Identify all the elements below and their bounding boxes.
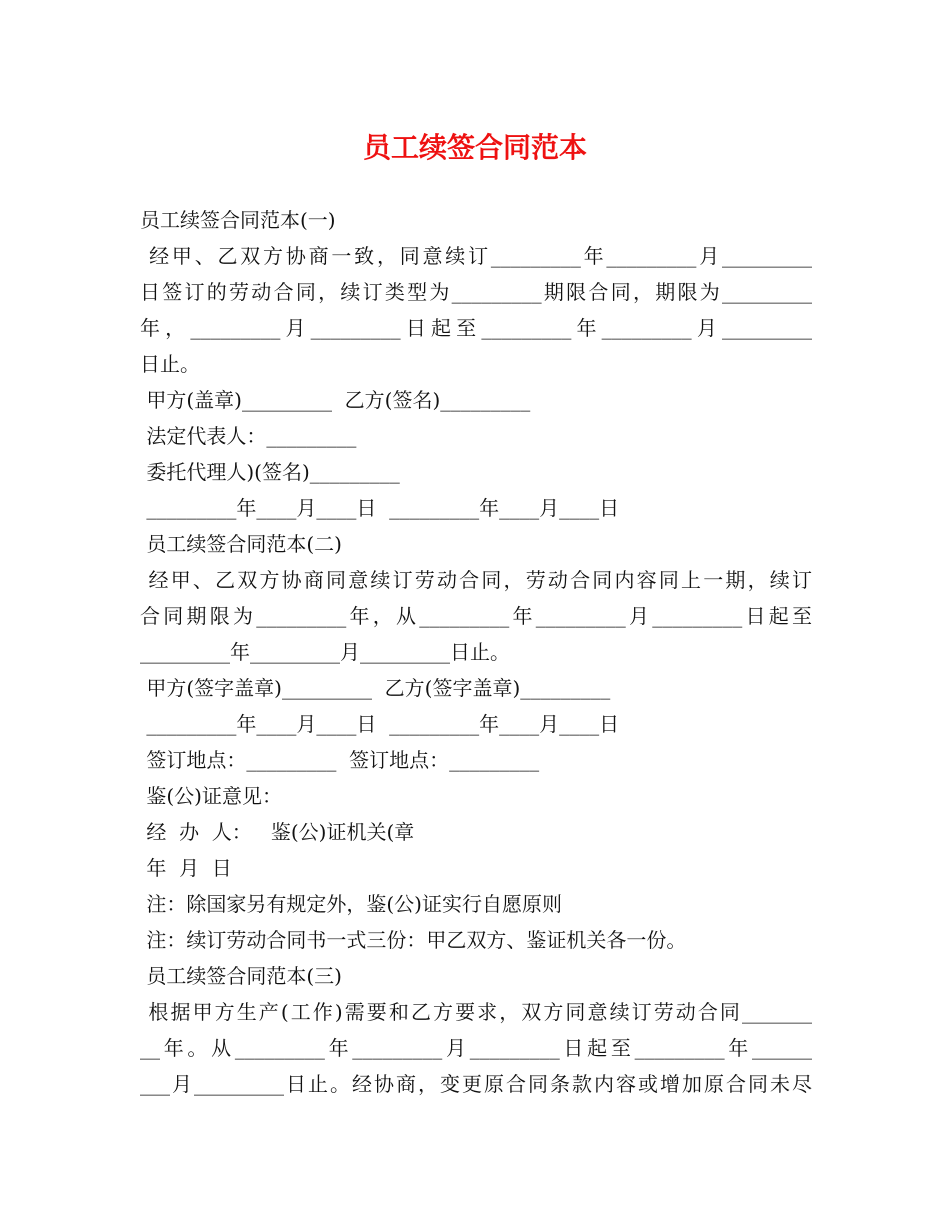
signature-line: 甲方(盖章)_________ 乙方(签名)_________: [140, 388, 531, 412]
paragraph-line: _________年_________月_________日止。: [140, 640, 510, 664]
paragraph-line: ___月_________日止。经协商，变更原合同条款内容或增加原合同未尽: [140, 1072, 812, 1096]
paragraph-line: 日签订的劳动合同，续订类型为_________期限合同，期限为_________: [140, 280, 812, 304]
notarization-line: 经 办 人： 鉴(公)证机关(章: [140, 820, 415, 844]
signature-line: 甲方(签字盖章)_________ 乙方(签字盖章)_________: [140, 676, 611, 700]
signature-line: 法定代表人：_________: [140, 424, 357, 448]
paragraph-line: 经甲、乙双方协商同意续订劳动合同，劳动合同内容同上一期，续订: [140, 568, 812, 592]
paragraph-line: 根据甲方生产(工作)需要和乙方要求，双方同意续订劳动合同_______: [140, 1000, 812, 1024]
note-line: 注：除国家另有规定外，鉴(公)证实行自愿原则: [140, 892, 562, 916]
note-line: 注：续订劳动合同书一式三份：甲乙双方、鉴证机关各一份。: [140, 928, 687, 952]
paragraph-line: 日止。: [140, 352, 200, 376]
paragraph-line: 年，_________月_________日起至_________年_________月_________: [140, 316, 812, 340]
paragraph-line: 合同期限为_________年，从_________年_________月_________日起至: [140, 604, 812, 628]
section-heading-3: 员工续签合同范本(三): [140, 964, 342, 988]
document-body: [140, 202, 812, 1102]
date-line: _________年____月____日 _________年____月____日: [140, 712, 620, 736]
paragraph-line: __年。从_________年_________月_________日起至_________年______: [140, 1036, 812, 1060]
date-line: _________年____月____日 _________年____月____日: [140, 496, 620, 520]
section-heading-1: 员工续签合同范本(一): [140, 208, 336, 232]
paragraph-line: 经甲、乙双方协商一致，同意续订_________年_________月_________: [140, 244, 812, 268]
section-heading-2: 员工续签合同范本(二): [140, 532, 342, 556]
notarization-line: 鉴(公)证意见：: [140, 784, 282, 808]
signature-line: 委托代理人)(签名)_________: [140, 460, 400, 484]
document-title: 员工续签合同范本: [362, 131, 587, 164]
date-line: 年 月 日: [140, 856, 232, 880]
signing-place-line: 签订地点：_________ 签订地点：_________: [140, 748, 540, 772]
